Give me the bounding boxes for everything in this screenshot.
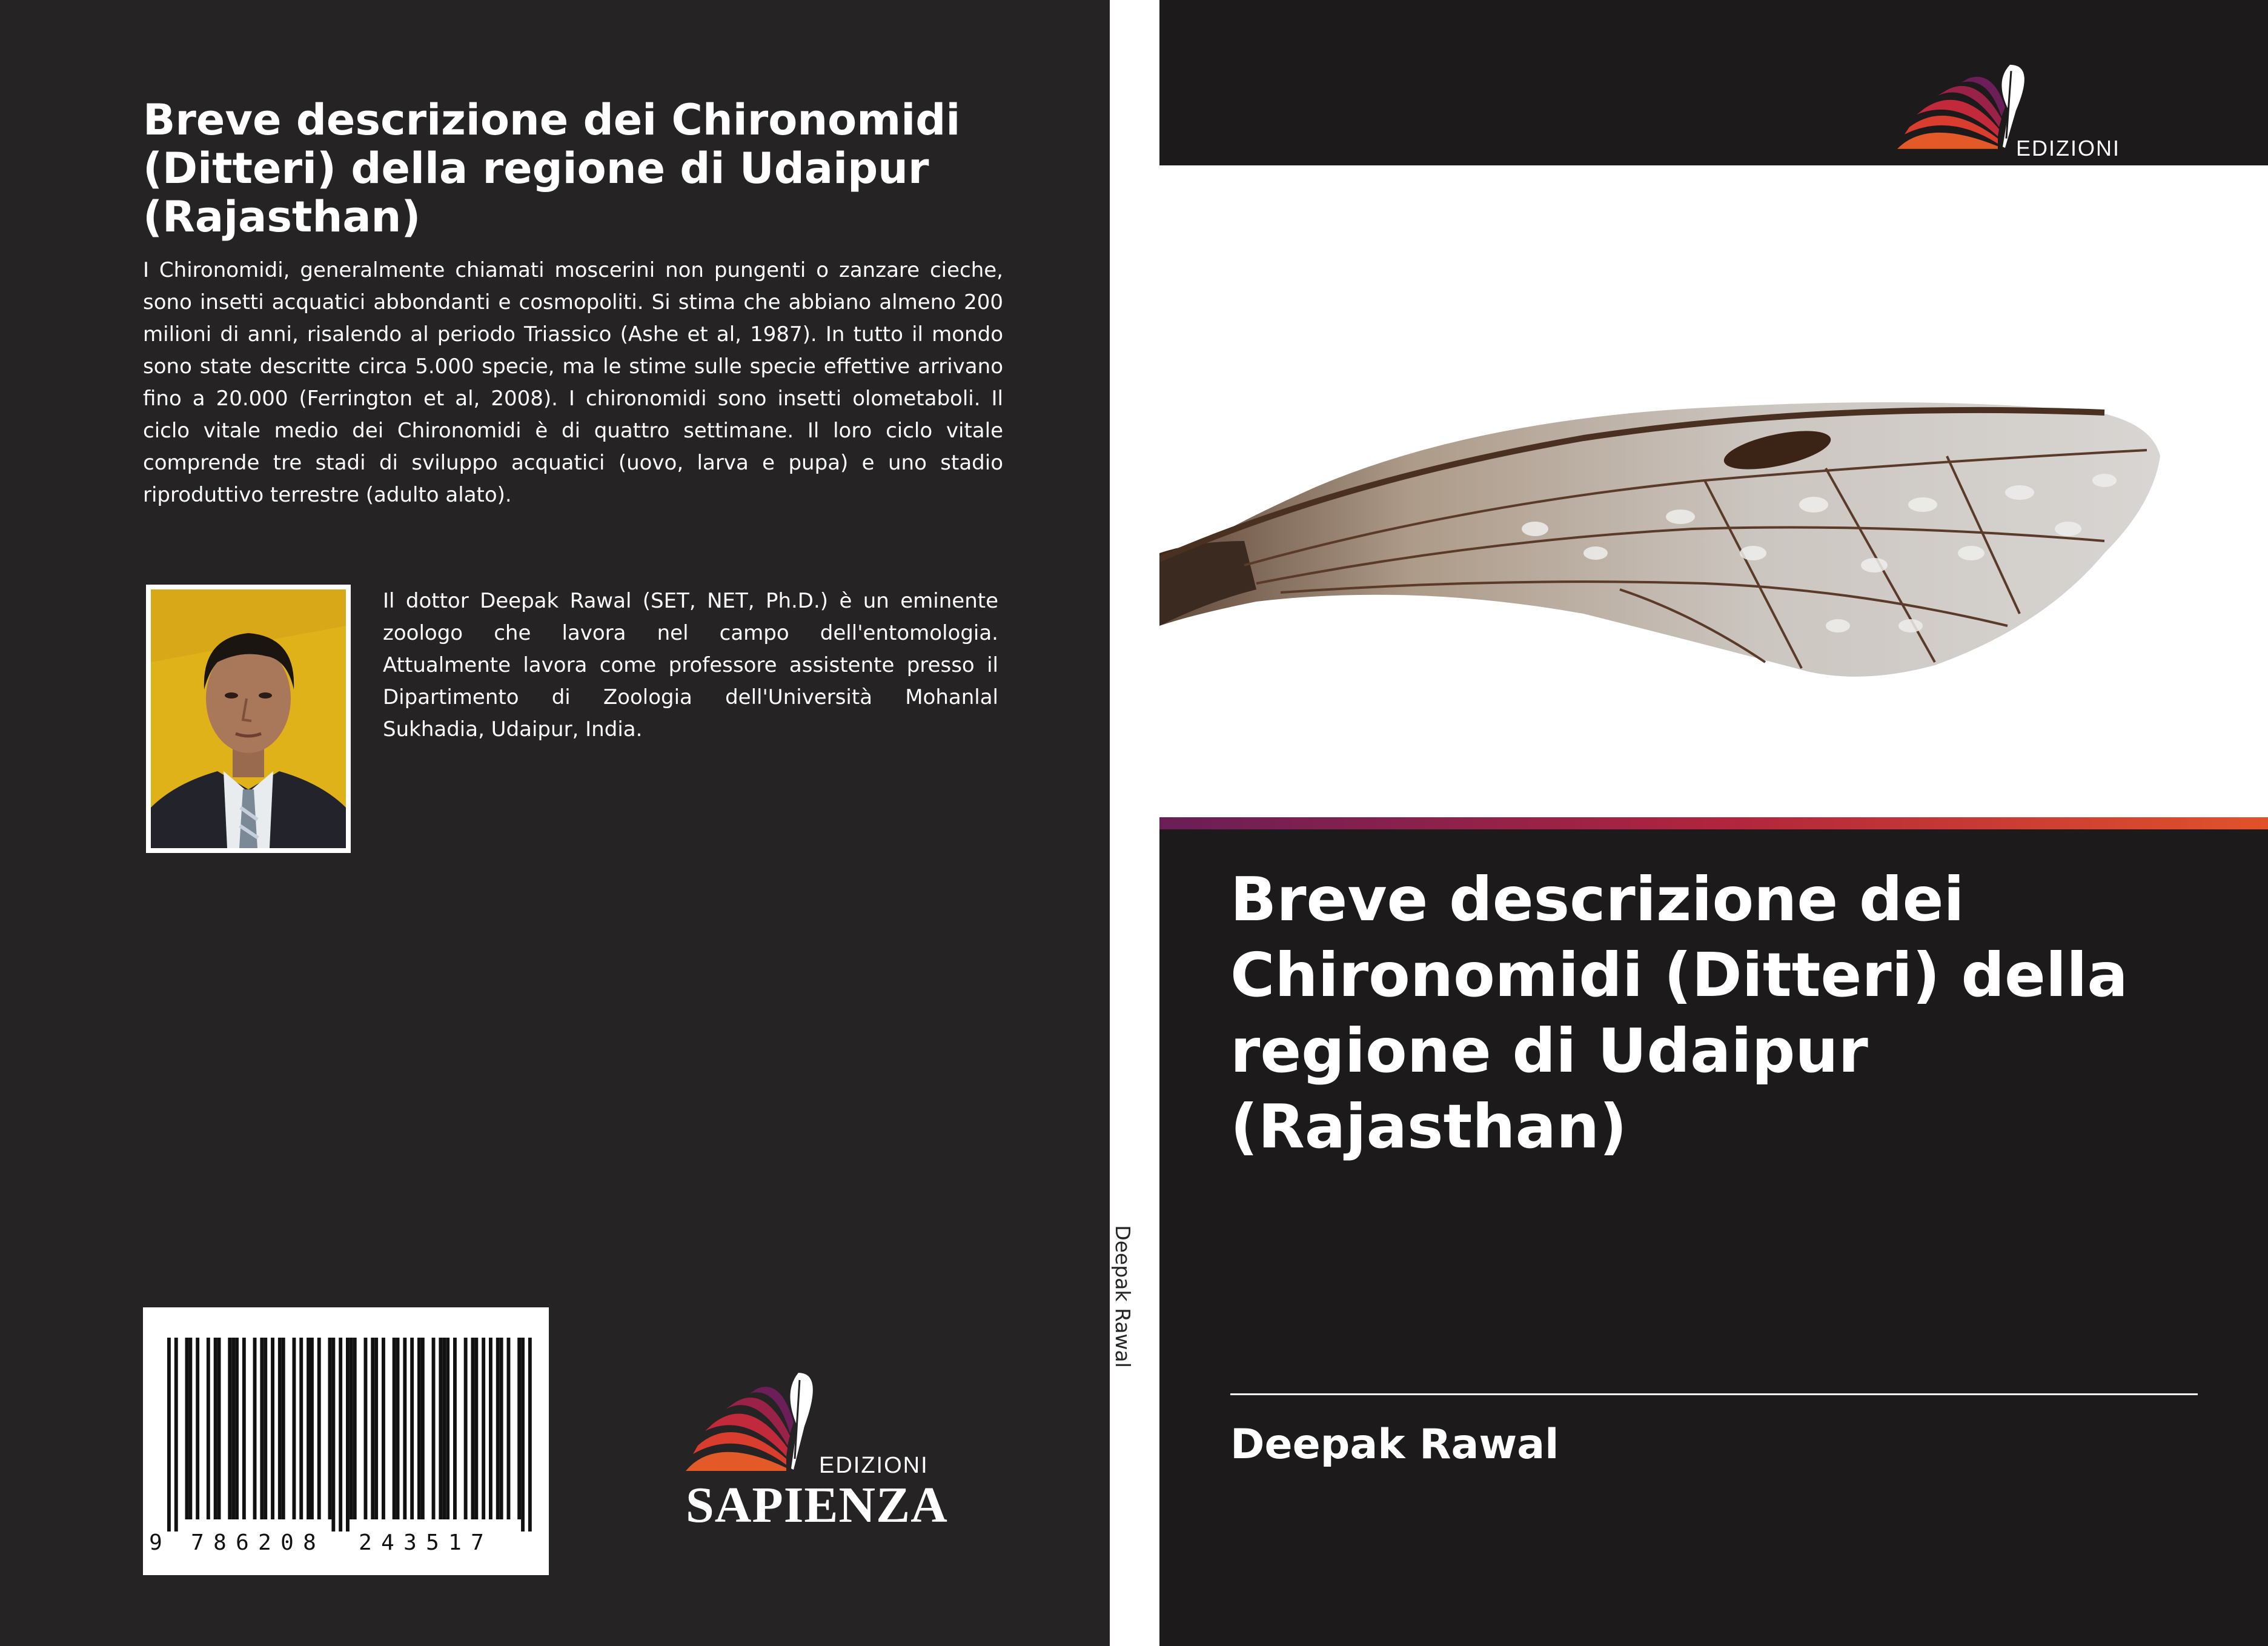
barcode-bar: [417, 1338, 421, 1519]
back-publisher-logo: [678, 1368, 948, 1533]
isbn-digit: 6: [236, 1530, 249, 1555]
isbn-digits: [143, 1530, 549, 1567]
publisher-line1: EDIZIONI: [2016, 136, 2121, 161]
barcode-bar: [231, 1338, 235, 1519]
barcode-bar: [374, 1338, 378, 1519]
barcode-bar: [307, 1338, 310, 1519]
isbn-digit: 7: [191, 1530, 204, 1555]
barcode-bar: [188, 1338, 192, 1519]
barcode-bar: [310, 1338, 314, 1519]
barcode-bar: [228, 1338, 231, 1519]
barcode-bar: [185, 1338, 189, 1519]
barcode-bar: [396, 1338, 400, 1519]
back-cover-title: Breve descrizione dei Chironomidi (Ditteri) della regione di Udaipur (Rajasthan): [143, 95, 961, 242]
barcode-bar: [496, 1338, 500, 1519]
barcode-bar: [471, 1338, 475, 1519]
barcode-bar: [264, 1338, 267, 1519]
barcode-bar: [382, 1338, 385, 1519]
front-cover: [1159, 0, 2268, 1646]
barcode-bar: [214, 1338, 217, 1519]
barcode-bar: [235, 1338, 239, 1519]
barcode-bar: [353, 1338, 357, 1519]
isbn-digit: 8: [303, 1530, 316, 1555]
barcode-bar: [410, 1338, 414, 1519]
insect-wing-image: [1159, 165, 2268, 817]
barcode-bar: [207, 1338, 210, 1519]
barcode-bar: [350, 1338, 353, 1519]
barcode-bar: [196, 1338, 199, 1519]
barcode-bar: [317, 1338, 321, 1519]
barcode-bar: [500, 1338, 503, 1519]
barcode-bar: [482, 1338, 485, 1519]
barcode-bar: [464, 1338, 468, 1519]
barcode-bar: [260, 1338, 264, 1519]
isbn-digit: 4: [381, 1530, 394, 1555]
barcode-bar: [489, 1338, 492, 1519]
barcode-bar: [393, 1338, 396, 1519]
spine-author: Deepak Rawal: [1111, 1225, 1135, 1368]
barcode-bar: [442, 1338, 446, 1519]
barcode-bar: [271, 1338, 274, 1519]
barcode-bar: [371, 1338, 374, 1519]
barcode-bar: [339, 1338, 342, 1532]
barcode-bar: [217, 1338, 221, 1519]
publisher-line1: EDIZIONI: [819, 1453, 929, 1478]
author-portrait-icon: [151, 589, 346, 848]
front-cover-author: Deepak Rawal: [1230, 1421, 1559, 1468]
back-cover: [0, 0, 1110, 1646]
isbn-barcode: [143, 1307, 549, 1575]
barcode-bar: [328, 1338, 332, 1519]
quill-fan-icon: [680, 1368, 837, 1474]
barcode-bar: [346, 1338, 350, 1532]
barcode-bar: [364, 1338, 368, 1519]
accent-stripe: [1159, 817, 2268, 829]
publisher-line2: SAPIENZA: [686, 1477, 948, 1533]
isbn-digit: 8: [213, 1530, 227, 1555]
barcode-bar: [432, 1338, 436, 1519]
barcode-bar: [293, 1338, 296, 1519]
barcode-bar: [528, 1338, 532, 1532]
barcode-bar: [331, 1338, 335, 1532]
barcode-bar: [403, 1338, 406, 1519]
isbn-digit: 5: [426, 1530, 439, 1555]
author-photo: [146, 585, 351, 853]
title-divider: [1230, 1393, 2198, 1395]
barcode-bar: [174, 1338, 178, 1532]
barcode-bar: [282, 1338, 285, 1519]
barcode-bar: [253, 1338, 257, 1519]
isbn-digit: 2: [258, 1530, 271, 1555]
barcode-bar: [167, 1338, 171, 1532]
isbn-digit: 9: [149, 1530, 162, 1555]
isbn-digit: 0: [280, 1530, 294, 1555]
barcode-bar: [278, 1338, 282, 1519]
barcode-bar: [299, 1338, 303, 1519]
front-cover-title: Breve descrizione dei Chironomidi (Ditteri) della regione di Udaipur (Rajasthan): [1230, 864, 2128, 1162]
barcode-bar: [507, 1338, 511, 1519]
barcode-bar: [521, 1338, 525, 1532]
barcode-bar: [446, 1338, 449, 1519]
barcode-bar: [439, 1338, 442, 1519]
isbn-digit: 1: [448, 1530, 462, 1555]
barcode-bar: [453, 1338, 457, 1519]
barcode-bar: [474, 1338, 478, 1519]
barcode-bar: [242, 1338, 246, 1519]
book-spine: [1110, 0, 1159, 1646]
barcode-bar: [517, 1338, 521, 1519]
isbn-digit: 7: [471, 1530, 484, 1555]
barcode-bar: [421, 1338, 425, 1519]
back-cover-summary: I Chironomidi, generalmente chiamati moscerini non pungenti o zanzare cieche, sono insetti acquatici abbondanti e cosmopoliti. Si stima che abbiano almeno 200 milioni di anni, risalendo al periodo Triassico (Ashe et al, 1987). In tutto il mondo sono state descritte circa 5.000 specie, ma le stime sulle specie effettive arrivano fino a 20.000 (Ferrington et al, 2008). I chironomidi sono insetti olometaboli. Il ciclo vitale medio dei Chironomidi è di quattro settimane. Il loro ciclo vitale comprende tre stadi di sviluppo acquatici (uovo, larva e pupa) e uno stadio riproduttivo terrestre (adulto alato).: [143, 258, 1003, 507]
isbn-digit: 2: [359, 1530, 372, 1555]
isbn-digit: 3: [403, 1530, 417, 1555]
author-bio: Il dottor Deepak Rawal (SET, NET, Ph.D.) è un eminente zoologo che lavora nel campo dell'entomologia. Attualmente lavora come professore assistente presso il Dipartimento di Zoologia dell'Università Mohanlal Sukhadia, Udaipur, India.: [383, 589, 998, 742]
